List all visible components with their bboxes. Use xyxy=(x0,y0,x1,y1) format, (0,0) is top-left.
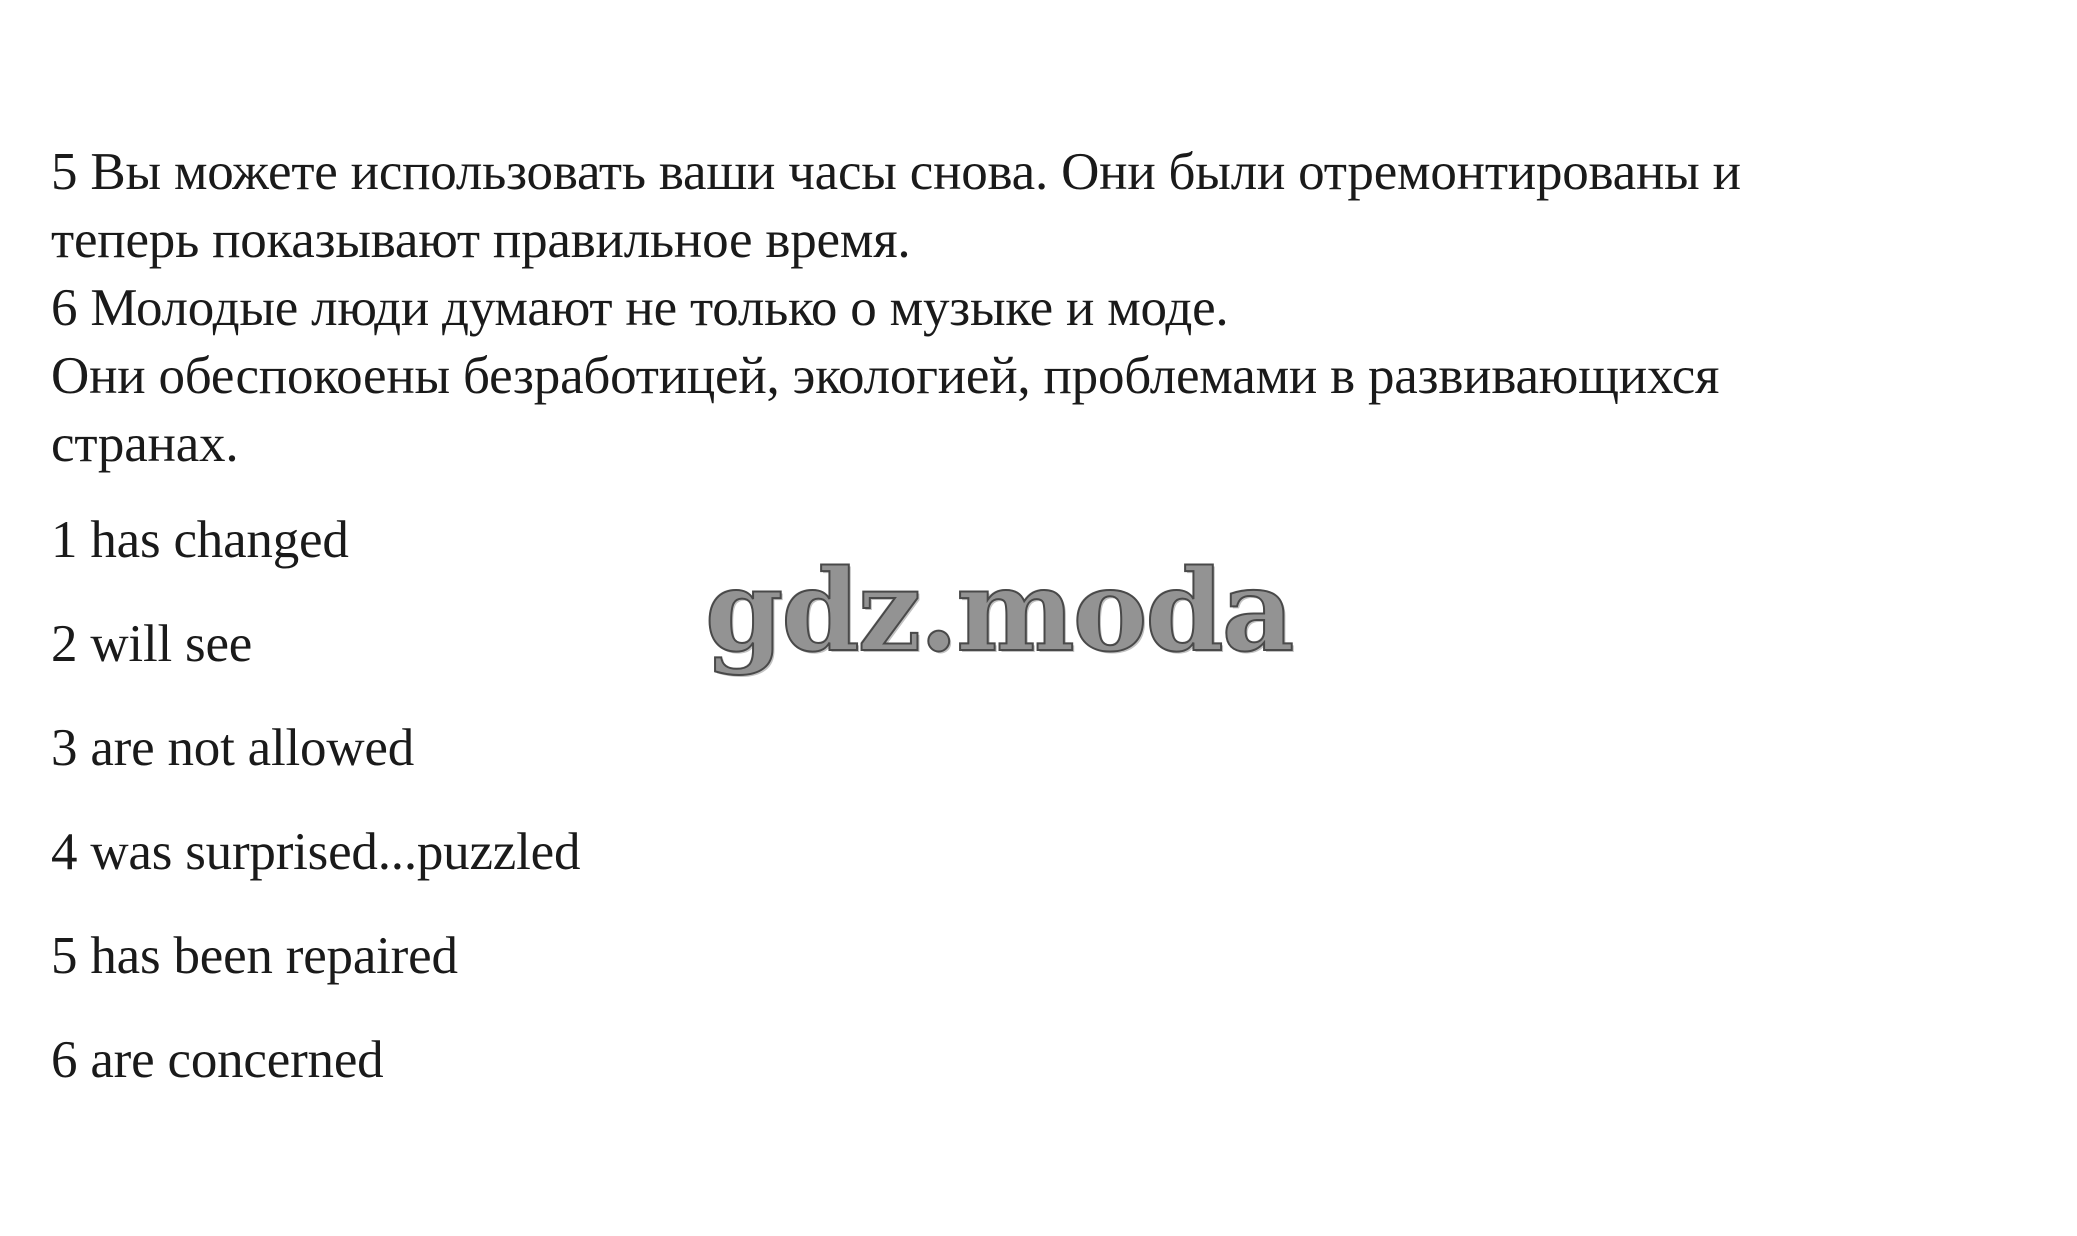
answer-item: 1 has changed xyxy=(51,511,349,569)
answer-item: 6 are concerned xyxy=(51,1031,384,1089)
translation-line: Они обеспокоены безработицей, экологией, проблемами в развивающихся xyxy=(51,347,1720,405)
translation-line: странах. xyxy=(51,415,239,473)
translation-line: теперь показывают правильное время. xyxy=(51,211,911,269)
translation-line: 6 Молодые люди думают не только о музыке и моде. xyxy=(51,279,1229,337)
answer-item: 4 was surprised...puzzled xyxy=(51,823,581,881)
answer-item: 5 has been repaired xyxy=(51,927,458,985)
watermark-logo: gdz.moda xyxy=(705,546,1293,677)
translation-block xyxy=(51,138,2041,478)
answer-item: 2 will see xyxy=(51,615,253,673)
answer-item: 3 are not allowed xyxy=(51,719,415,777)
translation-line: 5 Вы можете использовать ваши часы снова. Они были отремонтированы и xyxy=(51,143,1741,201)
